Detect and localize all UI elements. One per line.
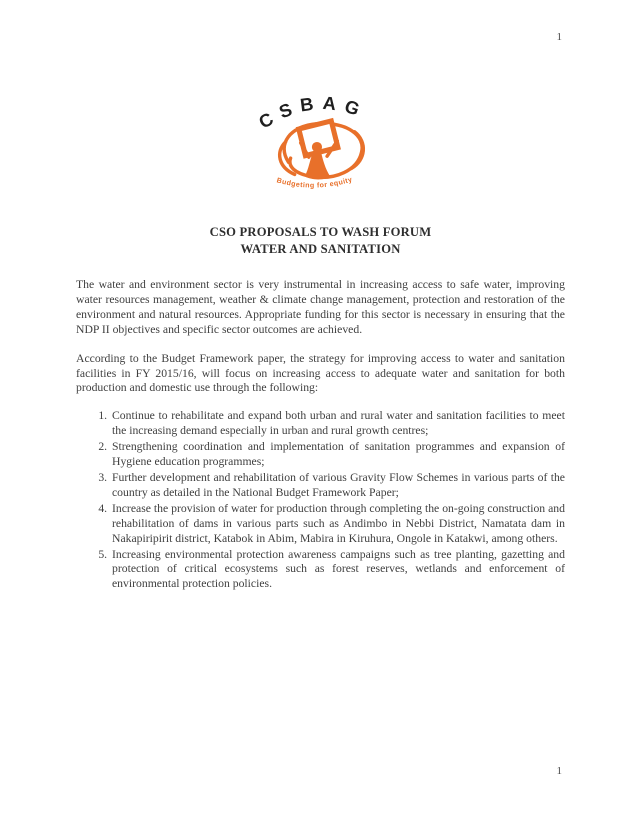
proposals-list	[76, 409, 565, 592]
logo-tagline: Budgeting for equity	[275, 175, 354, 190]
list-item: 2. Strengthening coordination and implementation of sanitation programmes and expansion of Hygiene education programmes;	[110, 440, 565, 470]
page-number-bottom: 1	[556, 765, 562, 777]
document-title	[76, 224, 565, 257]
paragraph-intro: The water and environment sector is very instrumental in increasing access to safe water, improving water resources management, weather & climate change management, protection and restoration of the environment and natural resources. Appropriate funding for this sector is necessary in ensuring that the NDP II objectives and specific sector outcomes are achieved.	[76, 278, 565, 336]
paragraph-budget-framework: According to the Budget Framework paper, the strategy for improving access to water and sanitation facilities in FY 2015/16, will focus on increasing access to adequate water and sanitation for both production and domestic use through the following:	[76, 351, 565, 395]
list-item: 5. Increasing environmental protection awareness campaigns such as tree planting, gazetting and protection of critical ecosystems such as forest reserves, wetlands and enforcement of environmental protection policies.	[110, 548, 565, 593]
document-title-line2: WATER AND SANITATION	[240, 241, 401, 256]
page-number-top: 1	[556, 31, 562, 43]
logo-wordmark: CSBAG	[254, 95, 371, 133]
document-body	[0, 224, 640, 592]
logo-figure-icon	[299, 121, 338, 180]
csbag-logo-icon	[250, 95, 390, 197]
list-item: 4. Increase the provision of water for production through completing the on-going construction and rehabilitation of dams in various parts such as Andimbo in Nebbi District, Namatata dam in Nakapiripirit district, Katabok in Abim, Mabira in Kiruhura, Ongole in Katakwi, among others.	[110, 502, 565, 547]
list-item: 3. Further development and rehabilitation of various Gravity Flow Schemes in various parts of the country as detailed in the National Budget Framework Paper;	[110, 471, 565, 501]
csbag-logo	[250, 0, 390, 202]
document-title-line1: CSO PROPOSALS TO WASH FORUM	[209, 225, 432, 239]
list-item: 1. Continue to rehabilitate and expand both urban and rural water and sanitation facilities to meet the increasing demand especially in urban and rural growth centres;	[110, 409, 565, 439]
